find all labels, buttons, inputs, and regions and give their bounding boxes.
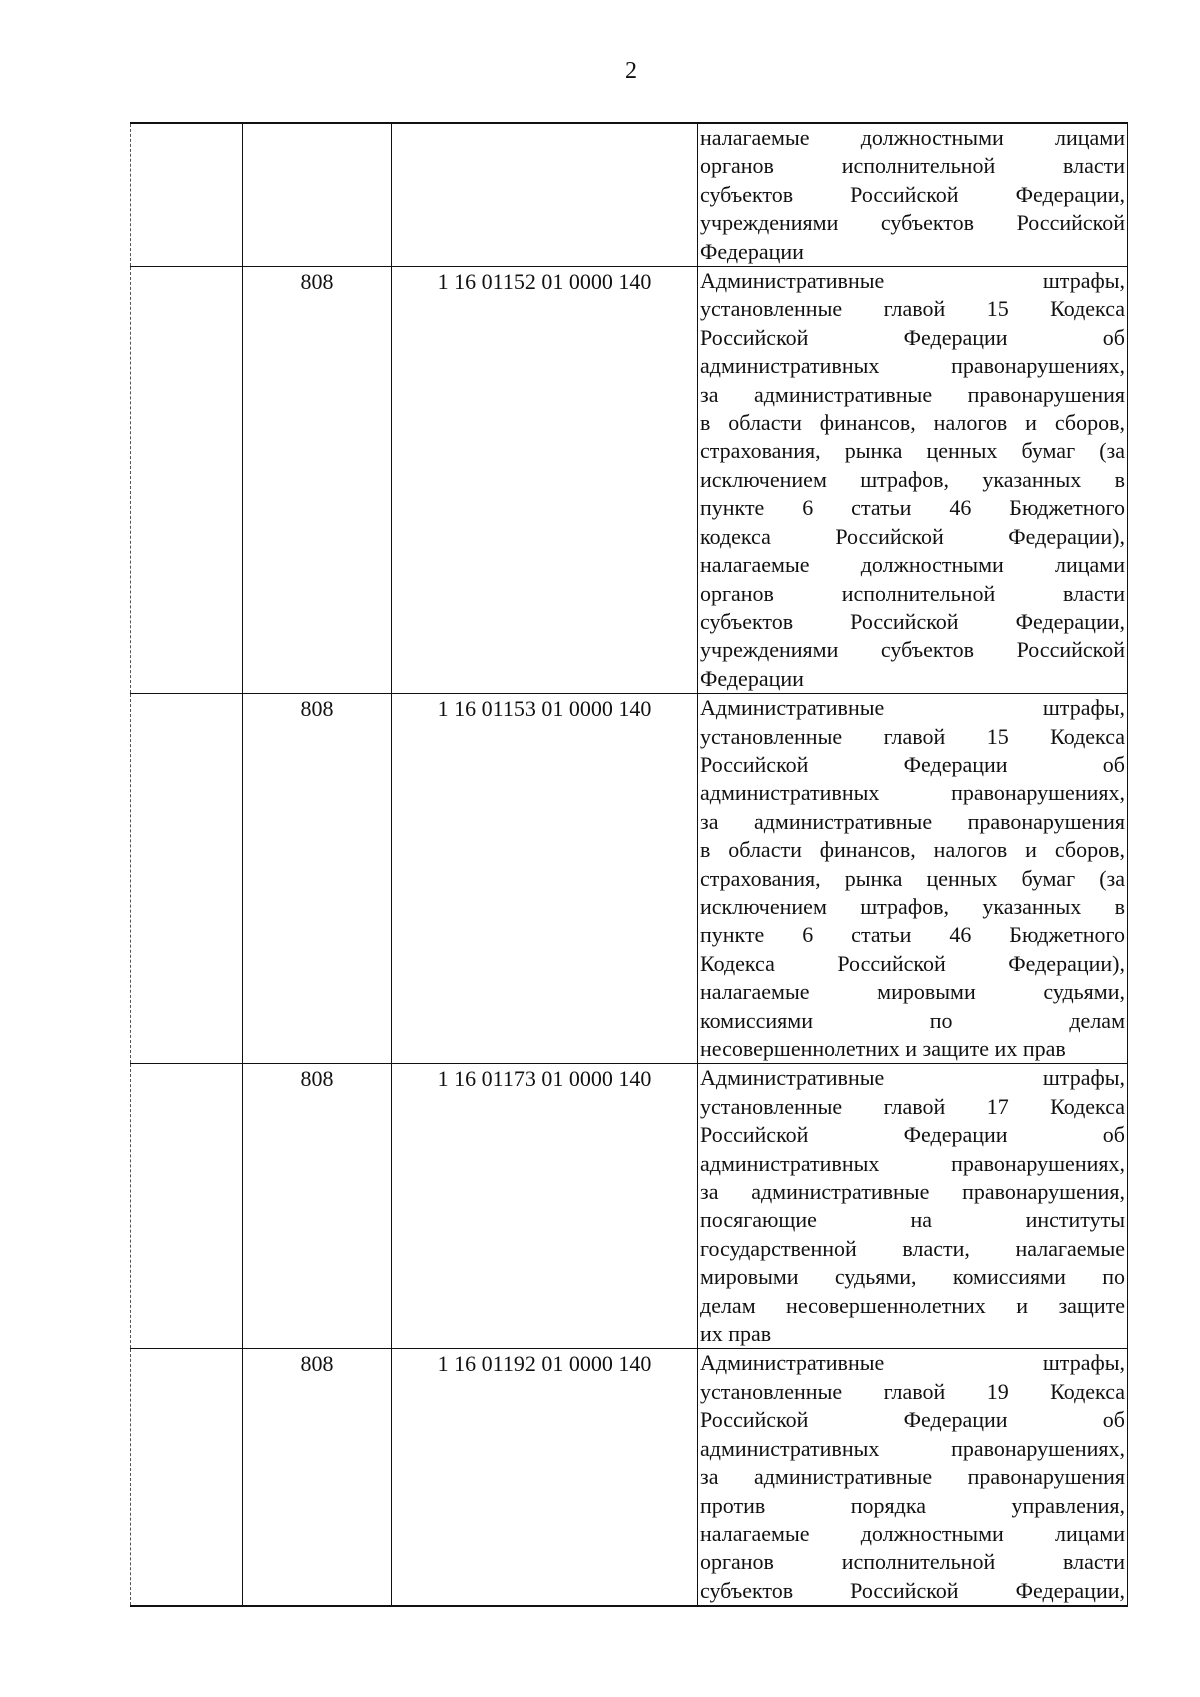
description-line: Российской Федерации об <box>700 1407 1125 1433</box>
description-line: Административные штрафы, <box>700 695 1125 721</box>
description-line: мировыми судьями, комиссиями по <box>700 1264 1125 1290</box>
table-body <box>131 123 1128 1606</box>
table-row <box>131 1349 1128 1606</box>
empty-cell <box>131 1349 243 1606</box>
table-row <box>131 267 1128 694</box>
description-line: установленные главой 17 Кодекса <box>700 1093 1125 1119</box>
kbk-code-cell <box>392 123 698 267</box>
description-line: пункте 6 статьи 46 Бюджетного <box>700 922 1125 948</box>
description-line: административных правонарушениях, <box>700 1150 1125 1176</box>
description-line: исключением штрафов, указанных в <box>700 466 1125 492</box>
description-cell <box>698 1064 1128 1349</box>
description-line: за административные правонарушения <box>700 808 1125 834</box>
description-line: налагаемые должностными лицами <box>700 1520 1125 1546</box>
description-line: Административные штрафы, <box>700 268 1125 294</box>
description-line: административных правонарушениях, <box>700 780 1125 806</box>
description-line: комиссиями по делам <box>700 1007 1125 1033</box>
description-line: Федерации <box>700 238 804 264</box>
description-line: Административные штрафы, <box>700 1350 1125 1376</box>
kbk-code-cell: 1 16 01152 01 0000 140 <box>392 267 698 694</box>
description-line: кодекса Российской Федерации), <box>700 523 1125 549</box>
kbk-code-cell: 1 16 01153 01 0000 140 <box>392 694 698 1064</box>
kbk-code-cell: 1 16 01173 01 0000 140 <box>392 1064 698 1349</box>
description-line: несовершеннолетних и защите их прав <box>700 1036 1066 1061</box>
description-line: страхования, рынка ценных бумаг (за <box>700 865 1125 891</box>
description-line: Российской Федерации об <box>700 1122 1125 1148</box>
description-cell <box>698 694 1128 1064</box>
description-line: Российской Федерации об <box>700 324 1125 350</box>
admin-code-cell: 808 <box>243 267 392 694</box>
table-row <box>131 123 1128 267</box>
description-line: органов исполнительной власти <box>700 580 1125 606</box>
description-line: государственной власти, налагаемые <box>700 1235 1125 1261</box>
empty-cell <box>131 123 243 267</box>
description-line: субъектов Российской Федерации, <box>700 1577 1125 1603</box>
description-line: посягающие на институты <box>700 1207 1125 1233</box>
description-line: субъектов Российской Федерации, <box>700 608 1125 634</box>
description-line: налагаемые мировыми судьями, <box>700 979 1125 1005</box>
description-line: пункте 6 статьи 46 Бюджетного <box>700 495 1125 521</box>
description-cell <box>698 267 1128 694</box>
empty-cell <box>131 1064 243 1349</box>
description-line: Кодекса Российской Федерации), <box>700 950 1125 976</box>
description-cell <box>698 1349 1128 1606</box>
description-line: установленные главой 15 Кодекса <box>700 296 1125 322</box>
description-line: административных правонарушениях, <box>700 353 1125 379</box>
description-line: за административные правонарушения <box>700 1464 1125 1490</box>
admin-code-cell: 808 <box>243 1349 392 1606</box>
description-line: административных правонарушениях, <box>700 1435 1125 1461</box>
description-line: налагаемые должностными лицами <box>700 125 1125 150</box>
description-line: страхования, рынка ценных бумаг (за <box>700 438 1125 464</box>
description-line: Федерации <box>700 665 804 691</box>
page-number: 2 <box>625 58 637 84</box>
description-line: их прав <box>700 1321 772 1347</box>
admin-code-cell: 808 <box>243 1064 392 1349</box>
description-line: органов исполнительной власти <box>700 153 1125 179</box>
description-line: Российской Федерации об <box>700 751 1125 777</box>
kbk-code-cell: 1 16 01192 01 0000 140 <box>392 1349 698 1606</box>
description-line: в области финансов, налогов и сборов, <box>700 410 1125 436</box>
description-line: в области финансов, налогов и сборов, <box>700 837 1125 863</box>
description-line: учреждениями субъектов Российской <box>700 637 1125 663</box>
description-line: учреждениями субъектов Российской <box>700 210 1125 236</box>
empty-cell <box>131 694 243 1064</box>
description-cell <box>698 123 1128 267</box>
admin-code-cell: 808 <box>243 694 392 1064</box>
description-line: исключением штрафов, указанных в <box>700 893 1125 919</box>
description-line: органов исполнительной власти <box>700 1549 1125 1575</box>
description-line: за административные правонарушения, <box>700 1179 1125 1205</box>
revenue-codes-table <box>130 122 1128 1607</box>
table-row <box>131 1064 1128 1349</box>
description-line: установленные главой 19 Кодекса <box>700 1378 1125 1404</box>
admin-code-cell <box>243 123 392 267</box>
empty-cell <box>131 267 243 694</box>
description-line: против порядка управления, <box>700 1492 1125 1518</box>
table-row <box>131 694 1128 1064</box>
description-line: установленные главой 15 Кодекса <box>700 723 1125 749</box>
description-line: субъектов Российской Федерации, <box>700 181 1125 207</box>
description-line: Административные штрафы, <box>700 1065 1125 1091</box>
description-line: налагаемые должностными лицами <box>700 552 1125 578</box>
description-line: делам несовершеннолетних и защите <box>700 1292 1125 1318</box>
description-line: за административные правонарушения <box>700 381 1125 407</box>
